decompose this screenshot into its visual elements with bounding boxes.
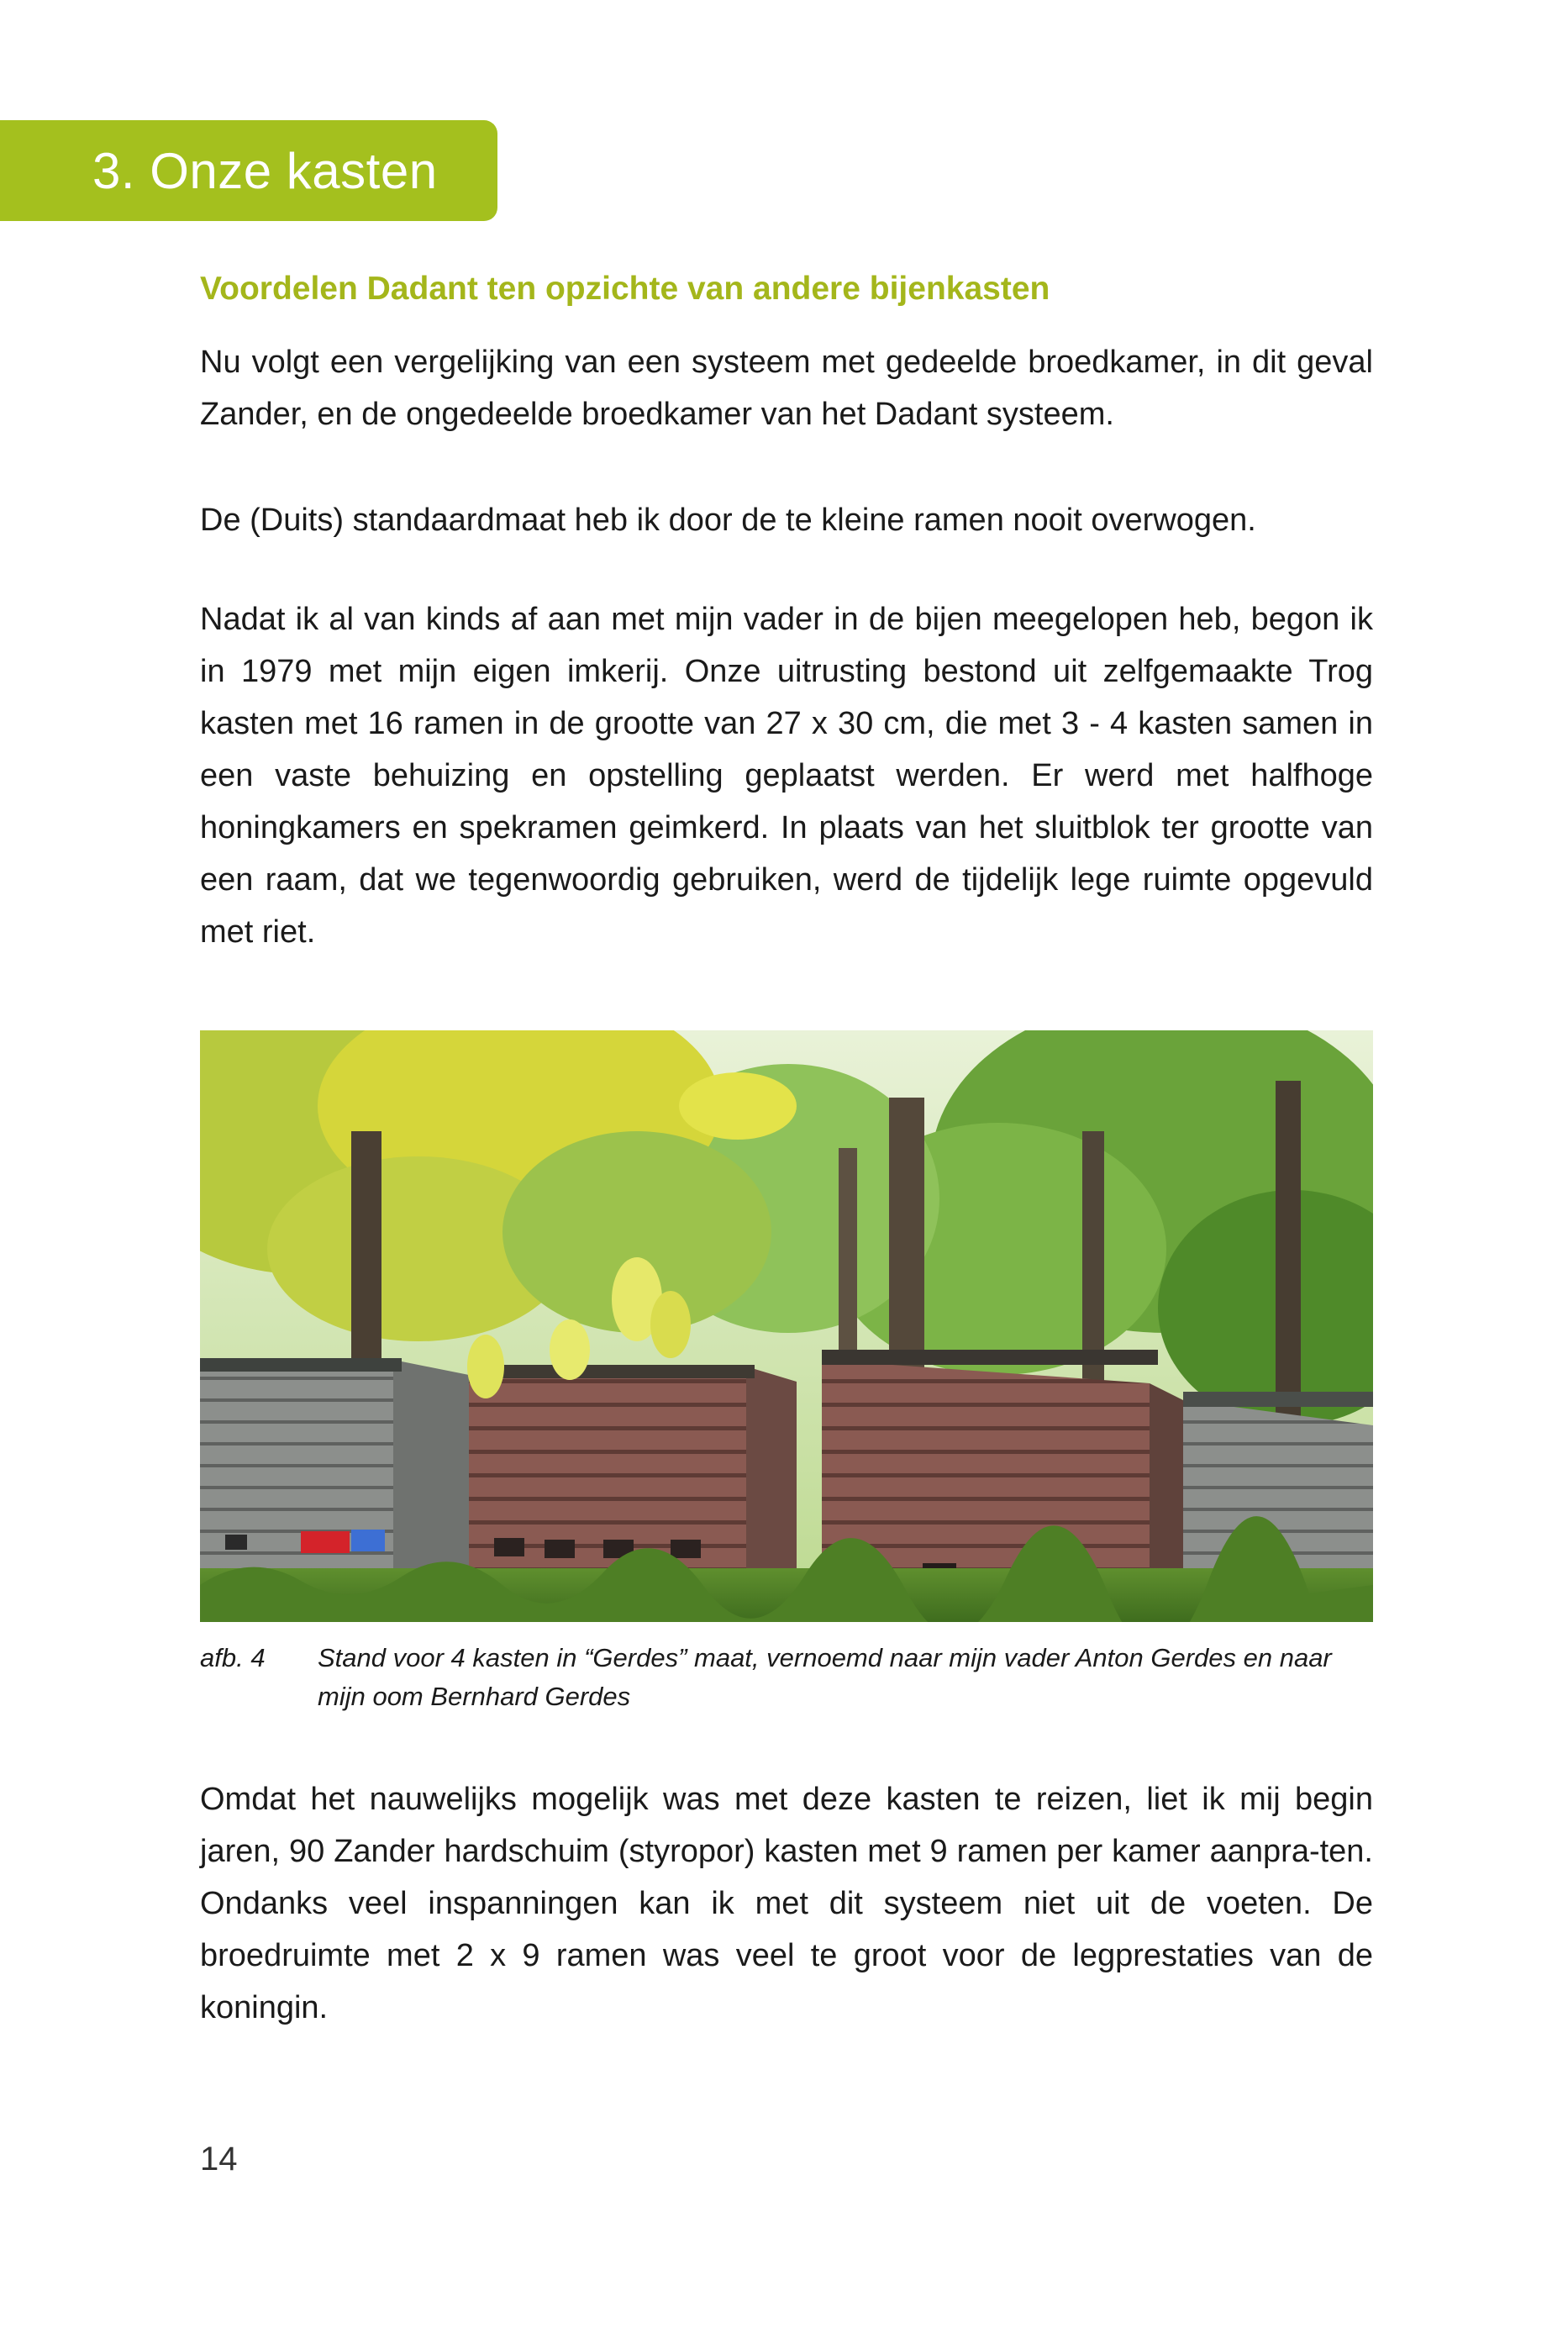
chapter-title: 3. Onze kasten bbox=[92, 142, 438, 199]
paragraph-1: Nu volgt een vergelijking van een systeem met gedeelde broedkamer, in dit geval Zander, en de ongedeelde broedkamer van het Dadant systeem. bbox=[200, 345, 1373, 432]
paragraph-2: De (Duits) standaardmaat heb ik door de te kleine ramen nooit overwogen. bbox=[200, 503, 1256, 538]
beehive-photo bbox=[200, 1030, 1373, 1622]
figure-label: afb. 4 bbox=[200, 1643, 266, 1672]
chapter-tab bbox=[0, 120, 497, 221]
figure-caption-text: Stand voor 4 kasten in “Gerdes” maat, vernoemd naar mijn vader Anton Gerdes en naar mijn oom Bernhard Gerdes bbox=[318, 1643, 1332, 1711]
section-heading: Voordelen Dadant ten opzichte van andere bijenkasten bbox=[200, 271, 1050, 307]
paragraph-4: Omdat het nauwelijks mogelijk was met deze kasten te reizen, liet ik mij begin jaren, 90 Zander hardschuim (styropor) kasten met 9 ramen per kamer aanpra-ten. Ondanks veel inspanningen kan ik met dit systeem niet uit de voeten. De broedruimte met 2 x 9 ramen was veel te groot voor de legprestaties van de koningin. bbox=[200, 1782, 1373, 2025]
page-number: 14 bbox=[200, 2141, 238, 2178]
paragraph-3: Nadat ik al van kinds af aan met mijn vader in de bijen meegelopen heb, begon ik in 1979 met mijn eigen imkerij. Onze uitrusting bestond uit zelfgemaakte Trog kasten met 16 ramen in de grootte van 27 x 30 cm, die met 3 - 4 kasten samen in een vaste behuizing en opstelling geplaatst werden. Er werd met halfhoge honingkamers en spekramen geimkerd. In plaats van het sluitblok ter grootte van een raam, dat we tegenwoordig gebruiken, werd de tijdelijk lege ruimte opgevuld met riet. bbox=[200, 602, 1373, 950]
